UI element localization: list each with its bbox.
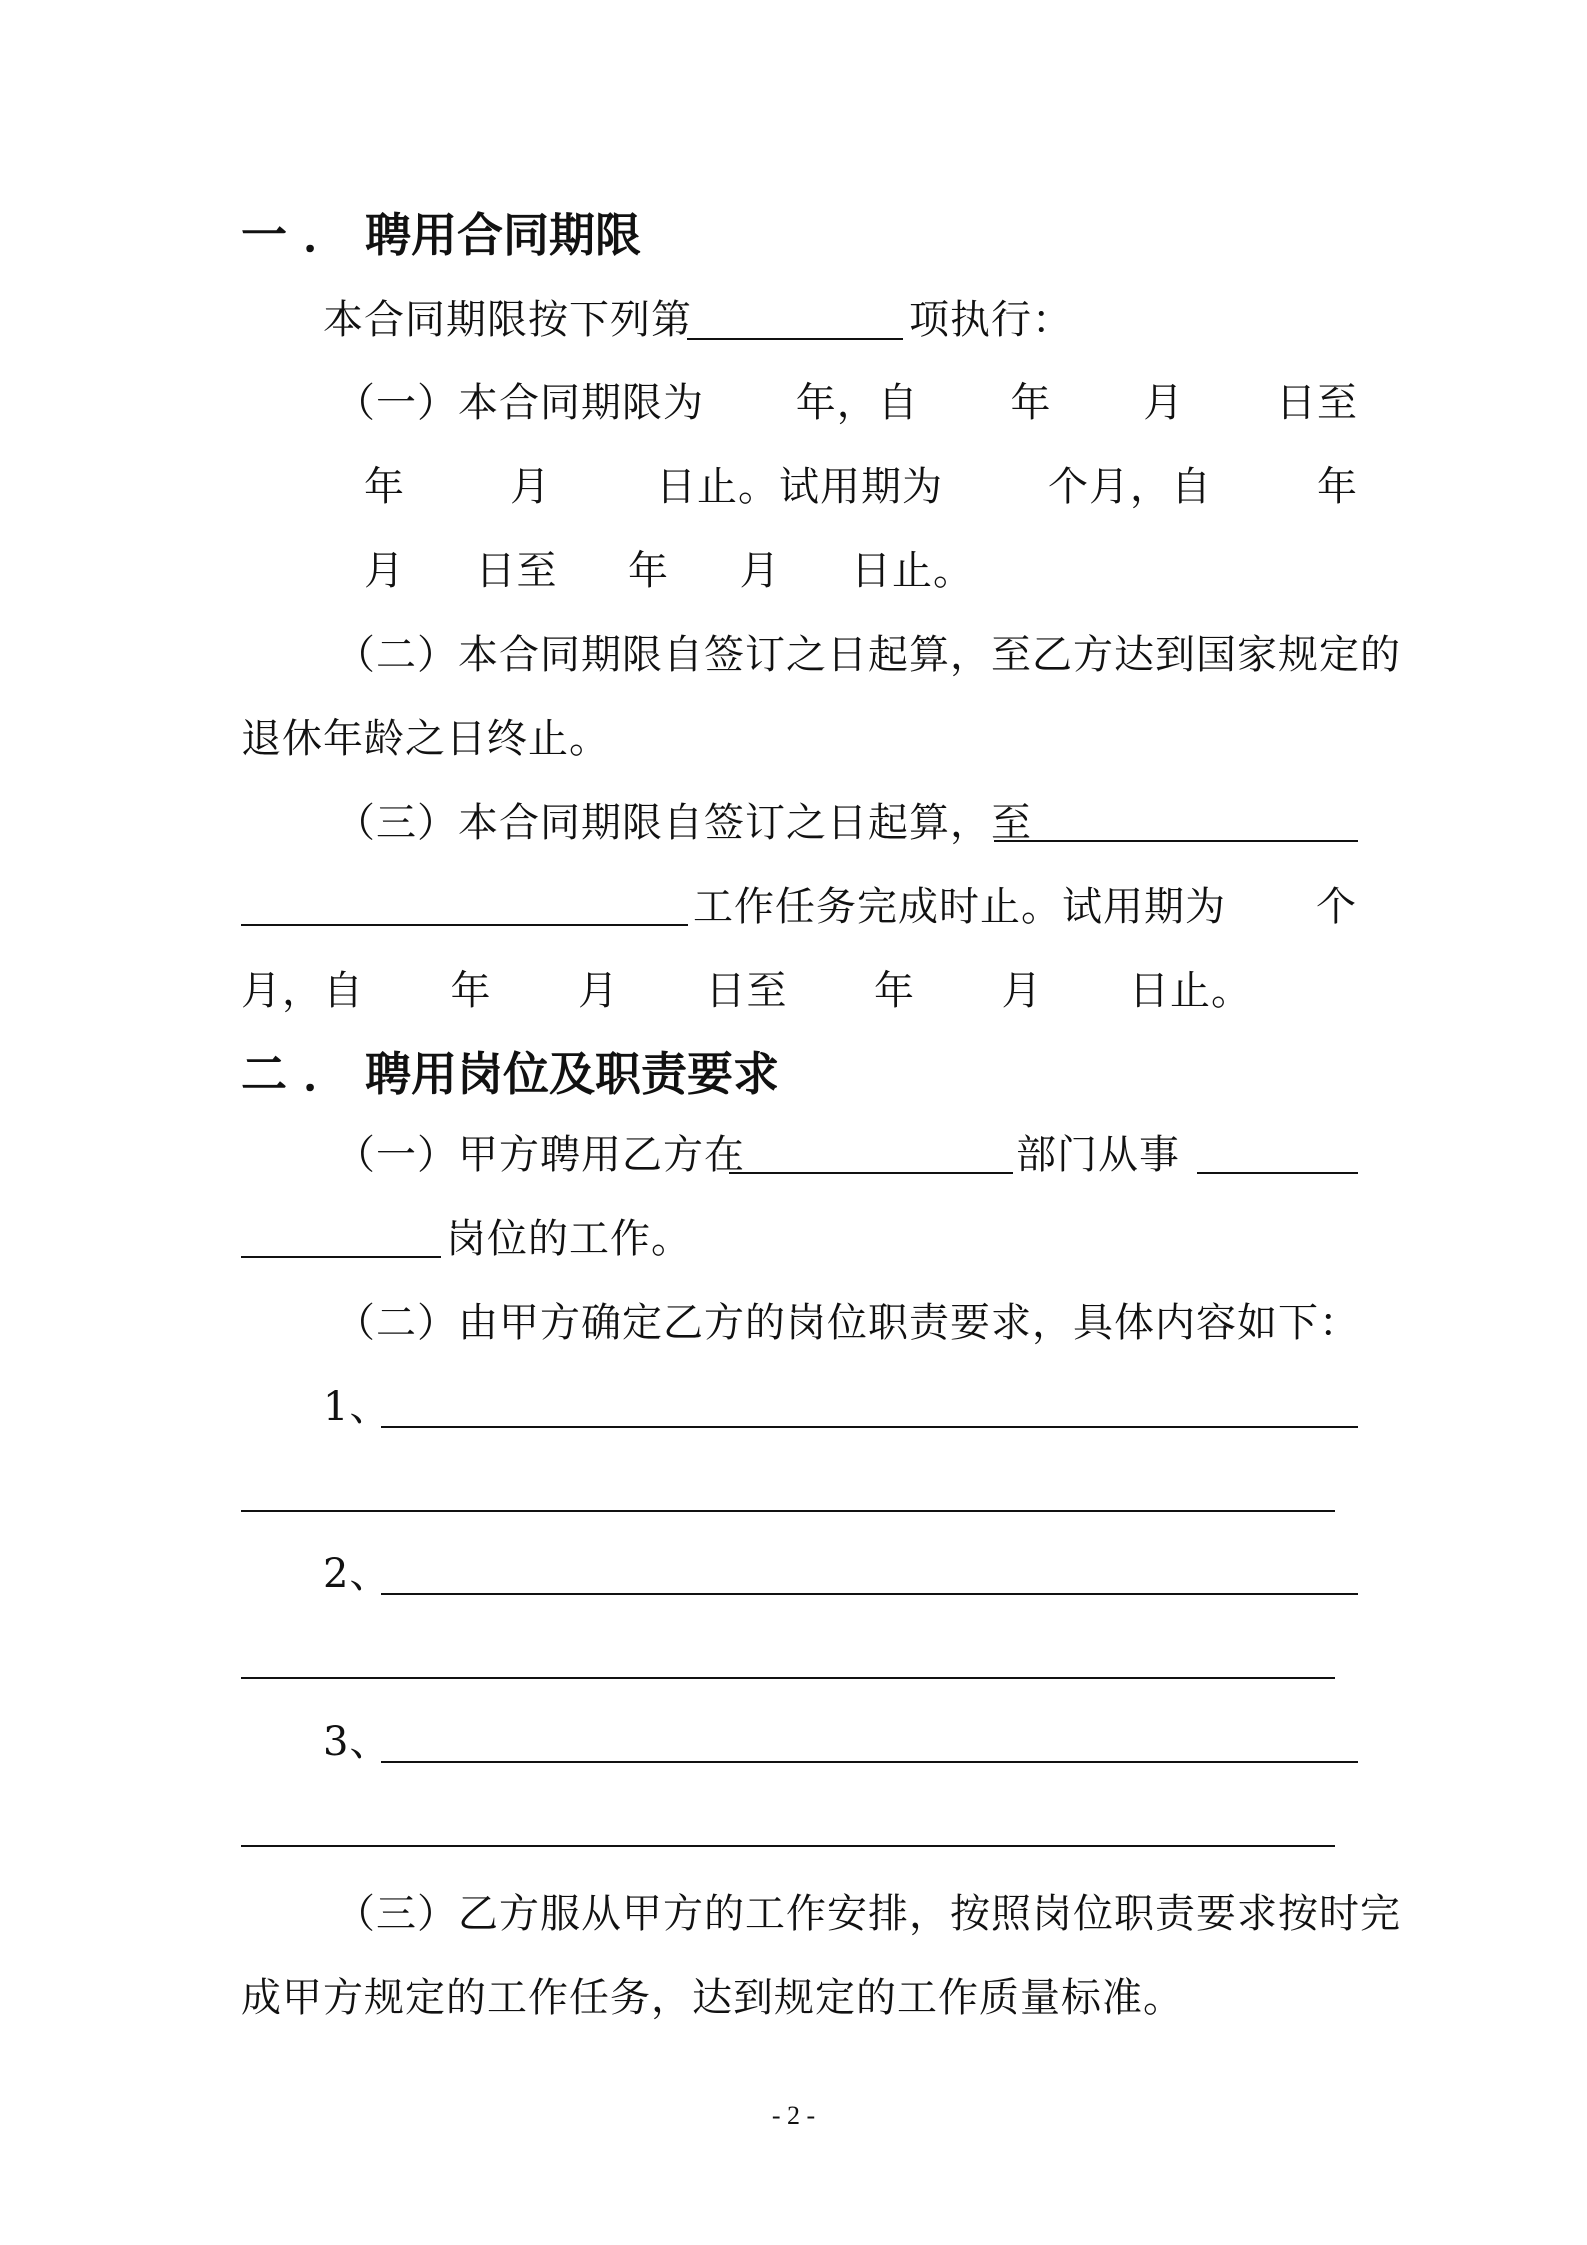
option-1-text: 月 <box>739 548 781 594</box>
option-3-line-2-unit: 个 <box>1316 884 1357 930</box>
option-1-text: 个月，自 <box>1048 464 1212 510</box>
duty-item-3-line-2 <box>241 1845 1335 1847</box>
option-3-text: 月 <box>1001 968 1043 1014</box>
blank-task-line-1 <box>994 840 1358 842</box>
option-1-text: 日止。试用期为 <box>656 464 943 510</box>
section-2-para-1-end: 岗位的工作。 <box>446 1216 692 1262</box>
blank-position-1 <box>1197 1172 1358 1174</box>
option-1-text: 日至 <box>1276 380 1358 426</box>
section-2-para-1-mid: 部门从事 <box>1016 1132 1180 1178</box>
duty-item-3-line-1 <box>381 1761 1358 1763</box>
duty-item-3-number: 3、 <box>323 1719 391 1765</box>
duty-item-2-line-1 <box>381 1593 1358 1595</box>
blank-department <box>729 1172 1013 1174</box>
option-1-line-1 <box>335 378 1358 428</box>
duty-item-2-line-2 <box>241 1677 1335 1679</box>
option-3-text: 日至 <box>705 968 788 1014</box>
blank-position-2 <box>241 1256 441 1258</box>
option-2-line-2: 退休年龄之日终止。 <box>241 716 610 762</box>
option-1-text: 年 <box>364 464 405 510</box>
option-3-line-2-text: 工作任务完成时止。试用期为 <box>693 884 1226 930</box>
option-1-text: 月 <box>1143 380 1185 426</box>
section-1-heading: 一 ． 聘用合同期限 <box>241 208 642 262</box>
option-1-text: 月 <box>510 464 551 510</box>
option-1-line-2 <box>364 462 1358 512</box>
page-number: - 2 - <box>771 2101 816 2130</box>
option-2-line-1: （二）本合同期限自签订之日起算，至乙方达到国家规定的 <box>335 632 1401 678</box>
option-1-text: 年 <box>628 548 669 594</box>
blank-item-number <box>687 338 903 340</box>
option-1-text: 月 <box>364 548 405 594</box>
duty-item-1-number: 1、 <box>323 1384 391 1430</box>
option-1-text: 日止。 <box>851 548 974 594</box>
option-1-text: 日至 <box>475 548 558 594</box>
option-3-text: 年 <box>450 968 492 1014</box>
option-3-line-3 <box>241 966 1252 1016</box>
option-3-text: 年 <box>874 968 915 1014</box>
option-3-text: 日止。 <box>1129 968 1252 1014</box>
option-1-line-3 <box>364 546 974 596</box>
section-2-para-1-text: （一）甲方聘用乙方在 <box>335 1132 745 1178</box>
option-1-text: 年 <box>1317 464 1358 510</box>
section-2-para-3-line-1: （三）乙方服从甲方的工作安排，按照岗位职责要求按时完 <box>335 1891 1401 1937</box>
section-1-intro-suffix: 项执行： <box>909 297 1073 343</box>
duty-item-1-line-1 <box>381 1426 1358 1428</box>
duty-item-1-line-2 <box>241 1510 1335 1512</box>
option-3-line-1: （三）本合同期限自签订之日起算，至 <box>335 800 1032 846</box>
option-1-text: 年 <box>1010 380 1052 426</box>
section-2-heading: 二 ． 聘用岗位及职责要求 <box>241 1047 780 1101</box>
blank-task-line-2 <box>241 924 688 926</box>
option-1-text: （一）本合同期限为 <box>335 380 704 426</box>
option-1-text: 年，自 <box>795 380 919 426</box>
duty-item-2-number: 2、 <box>323 1551 391 1597</box>
section-1-intro-text: 本合同期限按下列第 <box>323 297 692 343</box>
section-2-para-2: （二）由甲方确定乙方的岗位职责要求，具体内容如下： <box>335 1300 1360 1346</box>
option-3-text: 月，自 <box>241 968 364 1014</box>
section-2-para-3-line-2: 成甲方规定的工作任务，达到规定的工作质量标准。 <box>241 1975 1184 2021</box>
option-3-text: 月 <box>578 968 619 1014</box>
